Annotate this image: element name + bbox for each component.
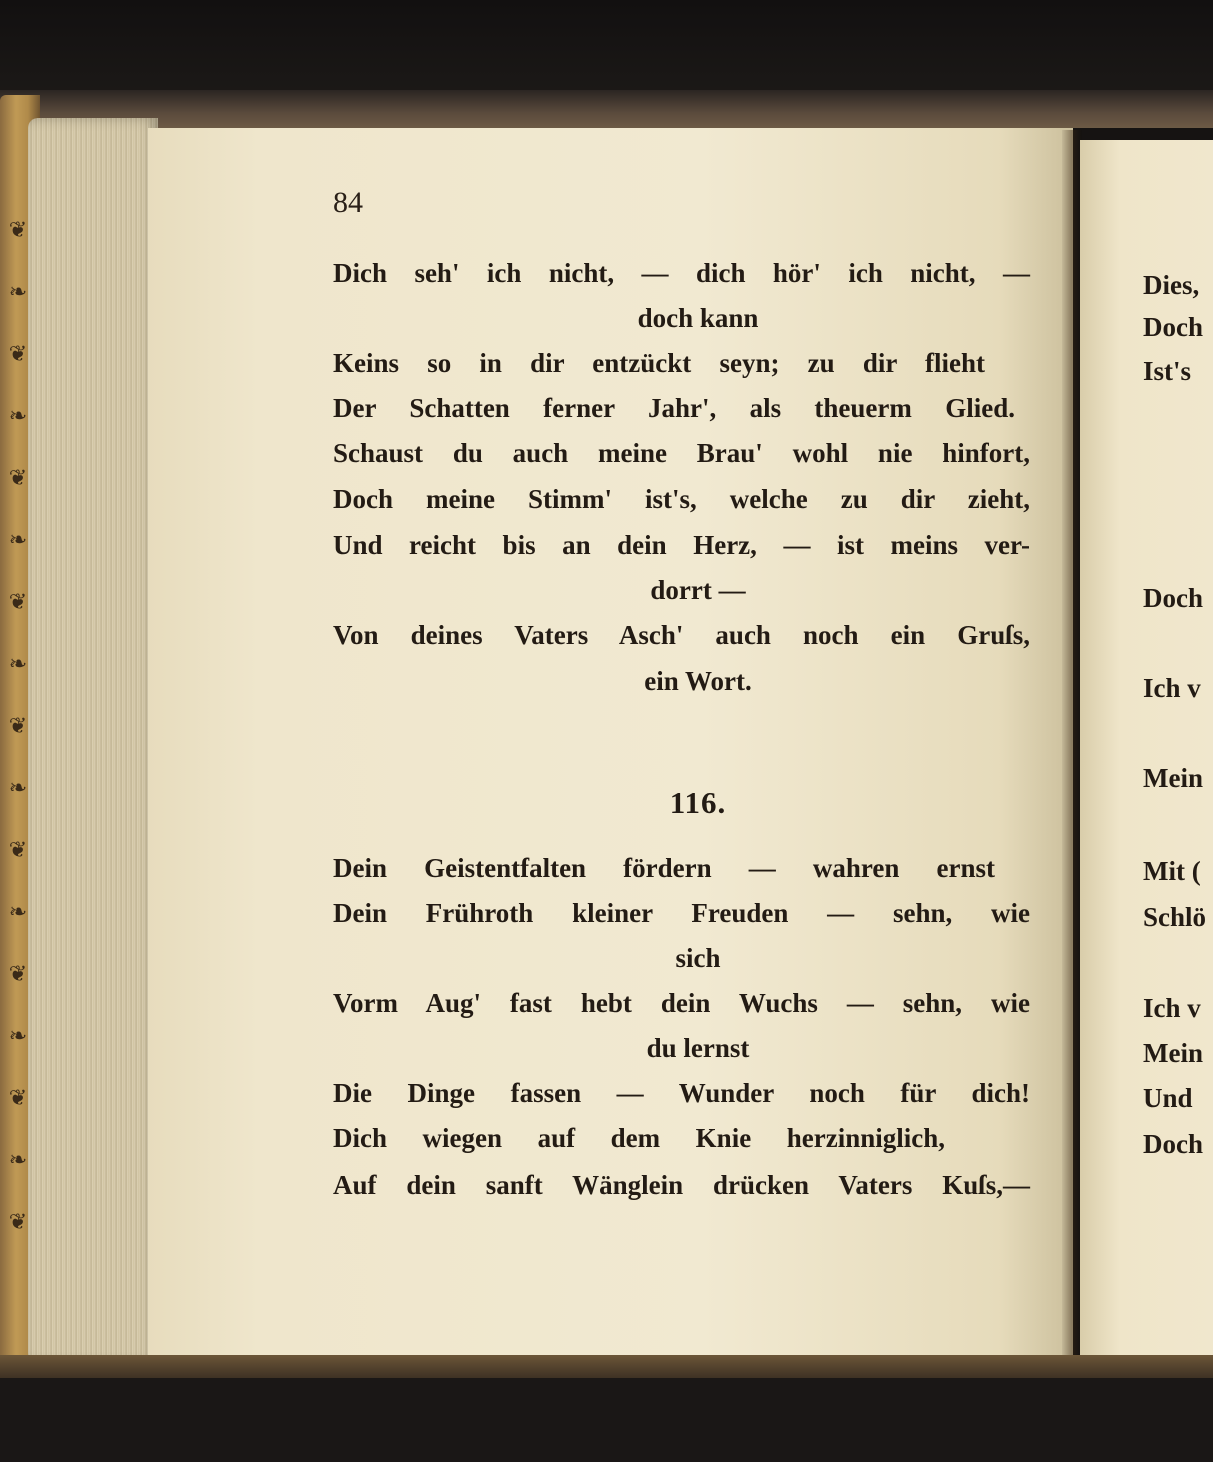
- poem-line: Und reicht bis an dein Herz, — ist meins ver-: [333, 530, 1030, 560]
- cover-ornament-icon: ❦ ❧ ❦ ❧ ❦ ❧ ❦ ❧ ❦ ❧ ❦ ❧ ❦ ❧ ❦ ❧ ❦: [8, 218, 28, 1235]
- book-gutter: [1062, 130, 1082, 1365]
- book-spine-edge: [0, 90, 1213, 128]
- right-page-line: Schlö: [1143, 902, 1207, 932]
- poem-line: Schaust du auch meine Brau' wohl nie hinfort,: [333, 438, 1030, 468]
- poem-line: ein Wort.: [644, 666, 752, 696]
- right-page-line: Mein: [1143, 1038, 1203, 1068]
- poem-line: Von deines Vaters Asch' auch noch ein Gruſs,: [333, 620, 1030, 650]
- background-bottom: [0, 1378, 1213, 1462]
- poem-line: Doch meine Stimm' ist's, welche zu dir zieht,: [333, 484, 1030, 514]
- poem-line: Die Dinge fassen — Wunder noch für dich!: [333, 1078, 1030, 1108]
- section-number: 116.: [669, 785, 727, 820]
- poem-line: Dein Frühroth kleiner Freuden — sehn, wie: [333, 898, 1030, 928]
- right-page-line: Doch: [1143, 1129, 1203, 1159]
- book-cover-bottom: [0, 1355, 1213, 1380]
- right-page-line: Mit (: [1143, 856, 1201, 886]
- poem-line: sich: [675, 943, 721, 973]
- right-page-line: Ist's: [1143, 356, 1192, 386]
- right-page-line: Doch: [1143, 312, 1203, 342]
- poem-line: Auf dein sanft Wänglein drücken Vaters Kuſs,—: [333, 1170, 1030, 1200]
- poem-line: du lernst: [646, 1033, 750, 1063]
- poem-line: Der Schatten ferner Jahr', als theuerm Glied.: [333, 393, 1015, 423]
- right-page-line: Dies,: [1143, 270, 1200, 300]
- right-page-line: Ich v: [1143, 993, 1201, 1023]
- right-page-line: Und: [1143, 1083, 1193, 1113]
- page-edges: [28, 118, 158, 1363]
- poem-line: Dein Geistentfalten fördern — wahren ernst: [333, 853, 995, 883]
- poem-line: Vorm Aug' fast hebt dein Wuchs — sehn, wie: [333, 988, 1030, 1018]
- right-page-line: Mein: [1143, 763, 1203, 793]
- page-number: 84: [333, 186, 363, 219]
- right-page-line: Doch: [1143, 583, 1203, 613]
- poem-line: dorrt —: [650, 575, 746, 605]
- poem-line: Dich seh' ich nicht, — dich hör' ich nicht, —: [333, 258, 1030, 288]
- poem-line: Keins so in dir entzückt seyn; zu dir flieht: [333, 348, 985, 378]
- poem-line: doch kann: [637, 303, 759, 333]
- poem-line: Dich wiegen auf dem Knie herzinniglich,: [333, 1123, 945, 1153]
- right-page-line: Ich v: [1143, 673, 1201, 703]
